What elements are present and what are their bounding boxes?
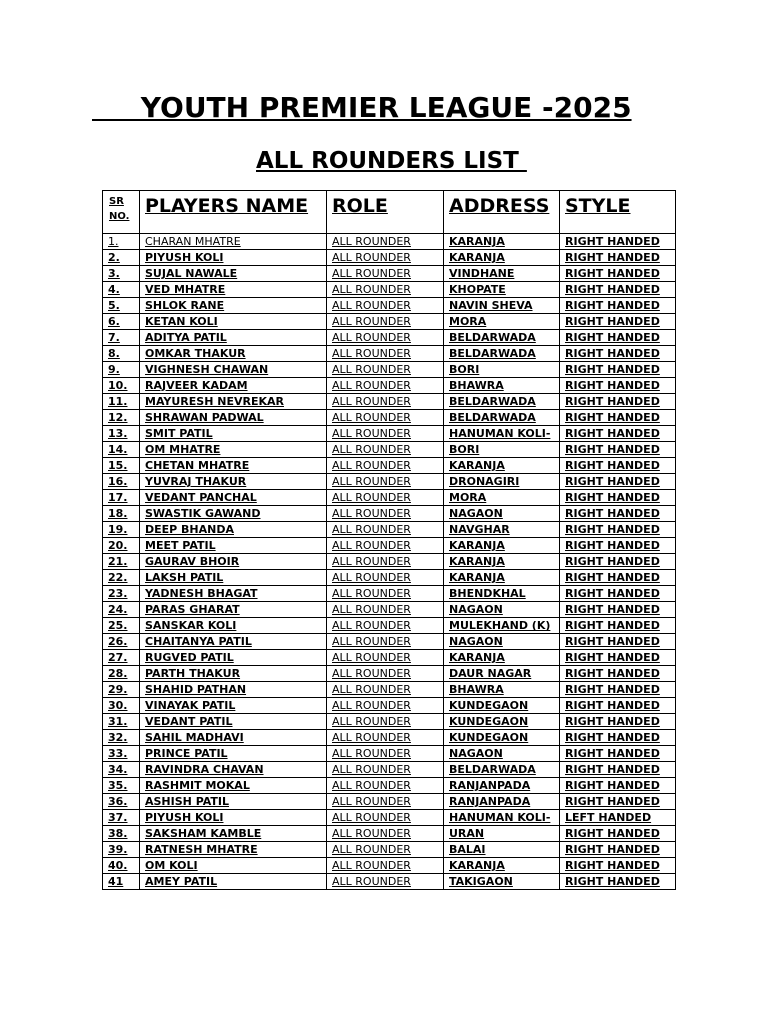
cell-role: ALL ROUNDER: [327, 442, 444, 458]
cell-sr-no: 19.: [103, 522, 140, 538]
table-row: [103, 410, 676, 426]
table-row: [103, 554, 676, 570]
table-row: [103, 698, 676, 714]
cell-player-name: SHRAWAN PADWAL: [140, 410, 327, 426]
cell-player-name: PRINCE PATIL: [140, 746, 327, 762]
cell-address: KUNDEGAON: [444, 698, 560, 714]
table-row: [103, 730, 676, 746]
cell-player-name: VEDANT PATIL: [140, 714, 327, 730]
cell-role: ALL ROUNDER: [327, 874, 444, 890]
table-row: [103, 602, 676, 618]
cell-role: ALL ROUNDER: [327, 762, 444, 778]
cell-sr-no: 16.: [103, 474, 140, 490]
cell-address: KARANJA: [444, 650, 560, 666]
cell-style: RIGHT HANDED: [560, 714, 676, 730]
cell-address: KARANJA: [444, 570, 560, 586]
cell-player-name: YADNESH BHAGAT: [140, 586, 327, 602]
cell-style: RIGHT HANDED: [560, 282, 676, 298]
cell-style: RIGHT HANDED: [560, 234, 676, 250]
cell-role: ALL ROUNDER: [327, 394, 444, 410]
cell-style: RIGHT HANDED: [560, 522, 676, 538]
cell-role: ALL ROUNDER: [327, 618, 444, 634]
cell-sr-no: 24.: [103, 602, 140, 618]
cell-address: BELDARWADA: [444, 346, 560, 362]
cell-sr-no: 20.: [103, 538, 140, 554]
cell-style: RIGHT HANDED: [560, 410, 676, 426]
cell-address: HANUMAN KOLI-: [444, 426, 560, 442]
table-row: [103, 250, 676, 266]
cell-style: RIGHT HANDED: [560, 362, 676, 378]
cell-sr-no: 11.: [103, 394, 140, 410]
cell-role: ALL ROUNDER: [327, 826, 444, 842]
cell-role: ALL ROUNDER: [327, 554, 444, 570]
cell-role: ALL ROUNDER: [327, 570, 444, 586]
cell-sr-no: 39.: [103, 842, 140, 858]
cell-address: KARANJA: [444, 858, 560, 874]
table-row: [103, 586, 676, 602]
table-row: [103, 474, 676, 490]
cell-sr-no: 23.: [103, 586, 140, 602]
cell-address: URAN: [444, 826, 560, 842]
cell-style: RIGHT HANDED: [560, 682, 676, 698]
cell-address: NAVGHAR: [444, 522, 560, 538]
cell-address: BHAWRA: [444, 682, 560, 698]
cell-style: RIGHT HANDED: [560, 442, 676, 458]
cell-address: MORA: [444, 490, 560, 506]
table-row: [103, 746, 676, 762]
cell-style: RIGHT HANDED: [560, 842, 676, 858]
cell-player-name: PIYUSH KOLI: [140, 810, 327, 826]
cell-sr-no: 3.: [103, 266, 140, 282]
table-row: [103, 570, 676, 586]
cell-address: KUNDEGAON: [444, 730, 560, 746]
column-header-style: STYLE: [560, 191, 676, 234]
cell-player-name: SANSKAR KOLI: [140, 618, 327, 634]
cell-address: TAKIGAON: [444, 874, 560, 890]
cell-address: NAGAON: [444, 506, 560, 522]
cell-player-name: MEET PATIL: [140, 538, 327, 554]
cell-style: RIGHT HANDED: [560, 634, 676, 650]
cell-player-name: VEDANT PANCHAL: [140, 490, 327, 506]
cell-address: DAUR NAGAR: [444, 666, 560, 682]
table-row: [103, 426, 676, 442]
cell-role: ALL ROUNDER: [327, 538, 444, 554]
cell-style: RIGHT HANDED: [560, 874, 676, 890]
cell-style: RIGHT HANDED: [560, 570, 676, 586]
cell-role: ALL ROUNDER: [327, 378, 444, 394]
cell-role: ALL ROUNDER: [327, 714, 444, 730]
cell-style: RIGHT HANDED: [560, 298, 676, 314]
cell-role: ALL ROUNDER: [327, 698, 444, 714]
cell-role: ALL ROUNDER: [327, 602, 444, 618]
cell-role: ALL ROUNDER: [327, 522, 444, 538]
cell-sr-no: 1.: [103, 234, 140, 250]
cell-player-name: SAHIL MADHAVI: [140, 730, 327, 746]
cell-role: ALL ROUNDER: [327, 298, 444, 314]
cell-sr-no: 36.: [103, 794, 140, 810]
cell-player-name: CHETAN MHATRE: [140, 458, 327, 474]
table-row: [103, 714, 676, 730]
table-row: [103, 442, 676, 458]
table-row: [103, 266, 676, 282]
cell-sr-no: 7.: [103, 330, 140, 346]
cell-player-name: RAVINDRA CHAVAN: [140, 762, 327, 778]
table-row: [103, 298, 676, 314]
table-row: [103, 826, 676, 842]
cell-style: RIGHT HANDED: [560, 698, 676, 714]
cell-role: ALL ROUNDER: [327, 474, 444, 490]
cell-player-name: SWASTIK GAWAND: [140, 506, 327, 522]
cell-address: KUNDEGAON: [444, 714, 560, 730]
cell-player-name: ASHISH PATIL: [140, 794, 327, 810]
cell-sr-no: 8.: [103, 346, 140, 362]
table-row: [103, 650, 676, 666]
table-row: [103, 778, 676, 794]
table-row: [103, 522, 676, 538]
table-row: [103, 282, 676, 298]
cell-role: ALL ROUNDER: [327, 266, 444, 282]
table-row: [103, 762, 676, 778]
cell-player-name: YUVRAJ THAKUR: [140, 474, 327, 490]
cell-role: ALL ROUNDER: [327, 490, 444, 506]
cell-address: NAGAON: [444, 634, 560, 650]
cell-role: ALL ROUNDER: [327, 778, 444, 794]
cell-address: RANJANPADA: [444, 794, 560, 810]
cell-player-name: PARAS GHARAT: [140, 602, 327, 618]
cell-sr-no: 34.: [103, 762, 140, 778]
table-row: [103, 234, 676, 250]
cell-style: RIGHT HANDED: [560, 250, 676, 266]
cell-player-name: RASHMIT MOKAL: [140, 778, 327, 794]
cell-role: ALL ROUNDER: [327, 746, 444, 762]
cell-role: ALL ROUNDER: [327, 410, 444, 426]
cell-role: ALL ROUNDER: [327, 682, 444, 698]
cell-role: ALL ROUNDER: [327, 426, 444, 442]
cell-role: ALL ROUNDER: [327, 858, 444, 874]
cell-style: RIGHT HANDED: [560, 586, 676, 602]
table-row: [103, 330, 676, 346]
column-header-address: ADDRESS: [444, 191, 560, 234]
cell-sr-no: 12.: [103, 410, 140, 426]
cell-player-name: RUGVED PATIL: [140, 650, 327, 666]
cell-style: RIGHT HANDED: [560, 266, 676, 282]
cell-style: RIGHT HANDED: [560, 858, 676, 874]
cell-player-name: SHLOK RANE: [140, 298, 327, 314]
page-subtitle: ALL ROUNDERS LIST: [256, 148, 527, 174]
table-row: [103, 634, 676, 650]
cell-address: VINDHANE: [444, 266, 560, 282]
cell-sr-no: 2.: [103, 250, 140, 266]
cell-role: ALL ROUNDER: [327, 634, 444, 650]
cell-player-name: VIGHNESH CHAWAN: [140, 362, 327, 378]
cell-address: BELDARWADA: [444, 410, 560, 426]
cell-player-name: ADITYA PATIL: [140, 330, 327, 346]
table-row: [103, 810, 676, 826]
cell-player-name: AMEY PATIL: [140, 874, 327, 890]
cell-player-name: RATNESH MHATRE: [140, 842, 327, 858]
cell-address: NAGAON: [444, 746, 560, 762]
table-row: [103, 490, 676, 506]
cell-role: ALL ROUNDER: [327, 314, 444, 330]
cell-role: ALL ROUNDER: [327, 586, 444, 602]
cell-sr-no: 35.: [103, 778, 140, 794]
cell-style: RIGHT HANDED: [560, 650, 676, 666]
cell-style: RIGHT HANDED: [560, 554, 676, 570]
cell-address: BHAWRA: [444, 378, 560, 394]
cell-sr-no: 18.: [103, 506, 140, 522]
cell-player-name: SUJAL NAWALE: [140, 266, 327, 282]
cell-style: RIGHT HANDED: [560, 538, 676, 554]
cell-sr-no: 29.: [103, 682, 140, 698]
cell-style: LEFT HANDED: [560, 810, 676, 826]
cell-role: ALL ROUNDER: [327, 794, 444, 810]
table-header: [103, 191, 676, 234]
cell-role: ALL ROUNDER: [327, 346, 444, 362]
cell-role: ALL ROUNDER: [327, 234, 444, 250]
cell-sr-no: 17.: [103, 490, 140, 506]
cell-player-name: OMKAR THAKUR: [140, 346, 327, 362]
column-header-players-name: PLAYERS NAME: [140, 191, 327, 234]
cell-player-name: VINAYAK PATIL: [140, 698, 327, 714]
cell-player-name: SMIT PATIL: [140, 426, 327, 442]
cell-role: ALL ROUNDER: [327, 842, 444, 858]
cell-sr-no: 6.: [103, 314, 140, 330]
cell-player-name: OM MHATRE: [140, 442, 327, 458]
cell-style: RIGHT HANDED: [560, 602, 676, 618]
table-row: [103, 506, 676, 522]
cell-player-name: SHAHID PATHAN: [140, 682, 327, 698]
cell-sr-no: 28.: [103, 666, 140, 682]
cell-address: KARANJA: [444, 250, 560, 266]
cell-style: RIGHT HANDED: [560, 506, 676, 522]
cell-address: KARANJA: [444, 554, 560, 570]
cell-style: RIGHT HANDED: [560, 666, 676, 682]
header-row: [103, 191, 676, 234]
cell-player-name: MAYURESH NEVREKAR: [140, 394, 327, 410]
cell-address: BORI: [444, 362, 560, 378]
cell-style: RIGHT HANDED: [560, 490, 676, 506]
table-row: [103, 362, 676, 378]
cell-address: BHENDKHAL: [444, 586, 560, 602]
cell-role: ALL ROUNDER: [327, 666, 444, 682]
cell-sr-no: 14.: [103, 442, 140, 458]
cell-role: ALL ROUNDER: [327, 362, 444, 378]
cell-role: ALL ROUNDER: [327, 506, 444, 522]
cell-player-name: CHAITANYA PATIL: [140, 634, 327, 650]
cell-style: RIGHT HANDED: [560, 762, 676, 778]
cell-role: ALL ROUNDER: [327, 282, 444, 298]
table-row: [103, 842, 676, 858]
cell-style: RIGHT HANDED: [560, 426, 676, 442]
cell-sr-no: 10.: [103, 378, 140, 394]
cell-sr-no: 37.: [103, 810, 140, 826]
cell-sr-no: 9.: [103, 362, 140, 378]
table-row: [103, 794, 676, 810]
cell-address: DRONAGIRI: [444, 474, 560, 490]
cell-sr-no: 32.: [103, 730, 140, 746]
cell-address: BORI: [444, 442, 560, 458]
cell-address: NAGAON: [444, 602, 560, 618]
cell-sr-no: 40.: [103, 858, 140, 874]
table-row: [103, 314, 676, 330]
table-row: [103, 666, 676, 682]
cell-player-name: PARTH THAKUR: [140, 666, 327, 682]
cell-sr-no: 31.: [103, 714, 140, 730]
column-header-role: ROLE: [327, 191, 444, 234]
table-row: [103, 394, 676, 410]
cell-style: RIGHT HANDED: [560, 746, 676, 762]
cell-address: BELDARWADA: [444, 762, 560, 778]
cell-role: ALL ROUNDER: [327, 250, 444, 266]
cell-style: RIGHT HANDED: [560, 794, 676, 810]
cell-player-name: GAURAV BHOIR: [140, 554, 327, 570]
cell-sr-no: 26.: [103, 634, 140, 650]
cell-player-name: VED MHATRE: [140, 282, 327, 298]
cell-player-name: SAKSHAM KAMBLE: [140, 826, 327, 842]
cell-role: ALL ROUNDER: [327, 330, 444, 346]
cell-address: KHOPATE: [444, 282, 560, 298]
cell-player-name: RAJVEER KADAM: [140, 378, 327, 394]
cell-sr-no: 5.: [103, 298, 140, 314]
cell-sr-no: 13.: [103, 426, 140, 442]
cell-style: RIGHT HANDED: [560, 378, 676, 394]
cell-role: ALL ROUNDER: [327, 650, 444, 666]
cell-address: KARANJA: [444, 458, 560, 474]
cell-address: BELDARWADA: [444, 330, 560, 346]
cell-style: RIGHT HANDED: [560, 314, 676, 330]
page-title: YOUTH PREMIER LEAGUE -2025: [92, 91, 632, 124]
cell-style: RIGHT HANDED: [560, 330, 676, 346]
cell-address: BALAI: [444, 842, 560, 858]
cell-player-name: LAKSH PATIL: [140, 570, 327, 586]
cell-sr-no: 25.: [103, 618, 140, 634]
cell-address: KARANJA: [444, 538, 560, 554]
cell-sr-no: 41: [103, 874, 140, 890]
cell-player-name: CHARAN MHATRE: [140, 234, 327, 250]
cell-sr-no: 33.: [103, 746, 140, 762]
cell-role: ALL ROUNDER: [327, 730, 444, 746]
cell-style: RIGHT HANDED: [560, 474, 676, 490]
cell-player-name: PIYUSH KOLI: [140, 250, 327, 266]
cell-address: MORA: [444, 314, 560, 330]
cell-sr-no: 27.: [103, 650, 140, 666]
cell-style: RIGHT HANDED: [560, 346, 676, 362]
table-row: [103, 618, 676, 634]
cell-address: KARANJA: [444, 234, 560, 250]
cell-address: NAVIN SHEVA: [444, 298, 560, 314]
table-body: [103, 234, 676, 890]
cell-sr-no: 30.: [103, 698, 140, 714]
cell-player-name: DEEP BHANDA: [140, 522, 327, 538]
cell-sr-no: 21.: [103, 554, 140, 570]
cell-player-name: KETAN KOLI: [140, 314, 327, 330]
cell-player-name: OM KOLI: [140, 858, 327, 874]
cell-sr-no: 15.: [103, 458, 140, 474]
cell-address: HANUMAN KOLI-: [444, 810, 560, 826]
table-row: [103, 538, 676, 554]
table-row: [103, 458, 676, 474]
players-table: [102, 190, 676, 890]
cell-style: RIGHT HANDED: [560, 618, 676, 634]
cell-style: RIGHT HANDED: [560, 730, 676, 746]
cell-style: RIGHT HANDED: [560, 778, 676, 794]
cell-sr-no: 4.: [103, 282, 140, 298]
table-row: [103, 378, 676, 394]
cell-style: RIGHT HANDED: [560, 458, 676, 474]
cell-address: BELDARWADA: [444, 394, 560, 410]
table-row: [103, 682, 676, 698]
cell-style: RIGHT HANDED: [560, 826, 676, 842]
table-row: [103, 858, 676, 874]
cell-address: RANJANPADA: [444, 778, 560, 794]
cell-role: ALL ROUNDER: [327, 810, 444, 826]
table-row: [103, 874, 676, 890]
cell-sr-no: 22.: [103, 570, 140, 586]
cell-sr-no: 38.: [103, 826, 140, 842]
table-row: [103, 346, 676, 362]
cell-style: RIGHT HANDED: [560, 394, 676, 410]
cell-role: ALL ROUNDER: [327, 458, 444, 474]
column-header-sr-no: SR NO.: [103, 191, 140, 234]
cell-address: MULEKHAND (K): [444, 618, 560, 634]
